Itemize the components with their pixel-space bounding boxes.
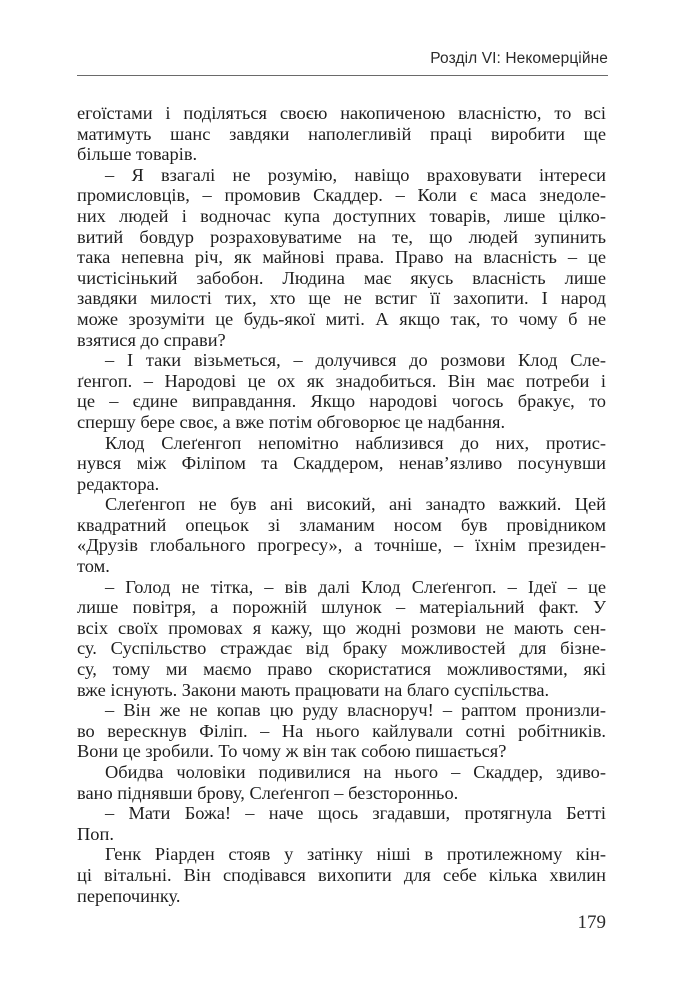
paragraph-9: – Мати Божа! – наче щось згадавши, протягнула Бетті Поп. — [77, 803, 606, 844]
header-rule — [77, 75, 608, 76]
page-number: 179 — [577, 912, 606, 933]
body-text — [77, 103, 606, 906]
paragraph-8: Обидва чоловіки подивилися на нього – Скаддер, здиво- вано піднявши брову, Слеґенгоп – безсторонньо. — [77, 762, 606, 803]
paragraph-5: Слеґенгоп не був ані високий, ані занадто важкий. Цей квадратний опецьок зі зламаним носом був провідником «Друзів глобального прогресу», а точніше, – їхнім президен- том. — [77, 494, 606, 577]
paragraph-2: – Я взагалі не розумію, навіщо враховувати інтереси промисловців, – промовив Скаддер. – Коли є маса знедоле- них людей і водночас купа доступних товарів, лише цілко- витий бовдур розраховуватиме на те, що людей зупинить така непевна річ, як майнові права. Право на власність – це чистісінький забобон. Людина має якусь власність лише завдяки милості тих, хто ще не встиг її захопити. І народ може зрозуміти це будь-якої миті. А якщо так, то чому б не взятися до справи? — [77, 164, 606, 350]
paragraph-10: Генк Ріарден стояв у затінку ніші в протилежному кін- ці вітальні. Він сподівався вихопити для себе кілька хвилин перепочинку. — [77, 844, 606, 906]
paragraph-1: егоїстами і поділяться своєю накопиченою власністю, то всі матимуть шанс завдяки наполегливій праці виробити ще більше товарів. — [77, 103, 606, 165]
paragraph-6: – Голод не тітка, – вів далі Клод Слеґенгоп. – Ідеї – це лише повітря, а порожній шлунок – матеріальний факт. У всіх своїх промовах я кажу, що жодні розмови не мають сен- су. Суспільство страждає від браку можливостей для бізне- су, тому ми маємо право скористатися можливостями, які вже існують. Закони мають працювати на благо суспільства. — [77, 576, 606, 700]
paragraph-4: Клод Слеґенгоп непомітно наблизився до них, протис- нувся між Філіпом та Скаддером, ненав’язливо посунувши редактора. — [77, 432, 606, 494]
running-head: Розділ VI: Некомерційне — [430, 50, 608, 67]
paragraph-3: – І таки візьметься, – долучився до розмови Клод Сле- ґенгоп. – Народові це ох як знадобиться. Він має потреби і це – єдине виправдання. Якщо народові чогось бракує, то спершу бере своє, а вже потім обговорює це надбання. — [77, 350, 606, 432]
paragraph-7: – Він же не копав цю руду власноруч! – раптом пронизли- во верескнув Філіп. – На нього кайлували сотні робітників. Вони це зробили. То чому ж він так собою пишається? — [77, 700, 606, 762]
